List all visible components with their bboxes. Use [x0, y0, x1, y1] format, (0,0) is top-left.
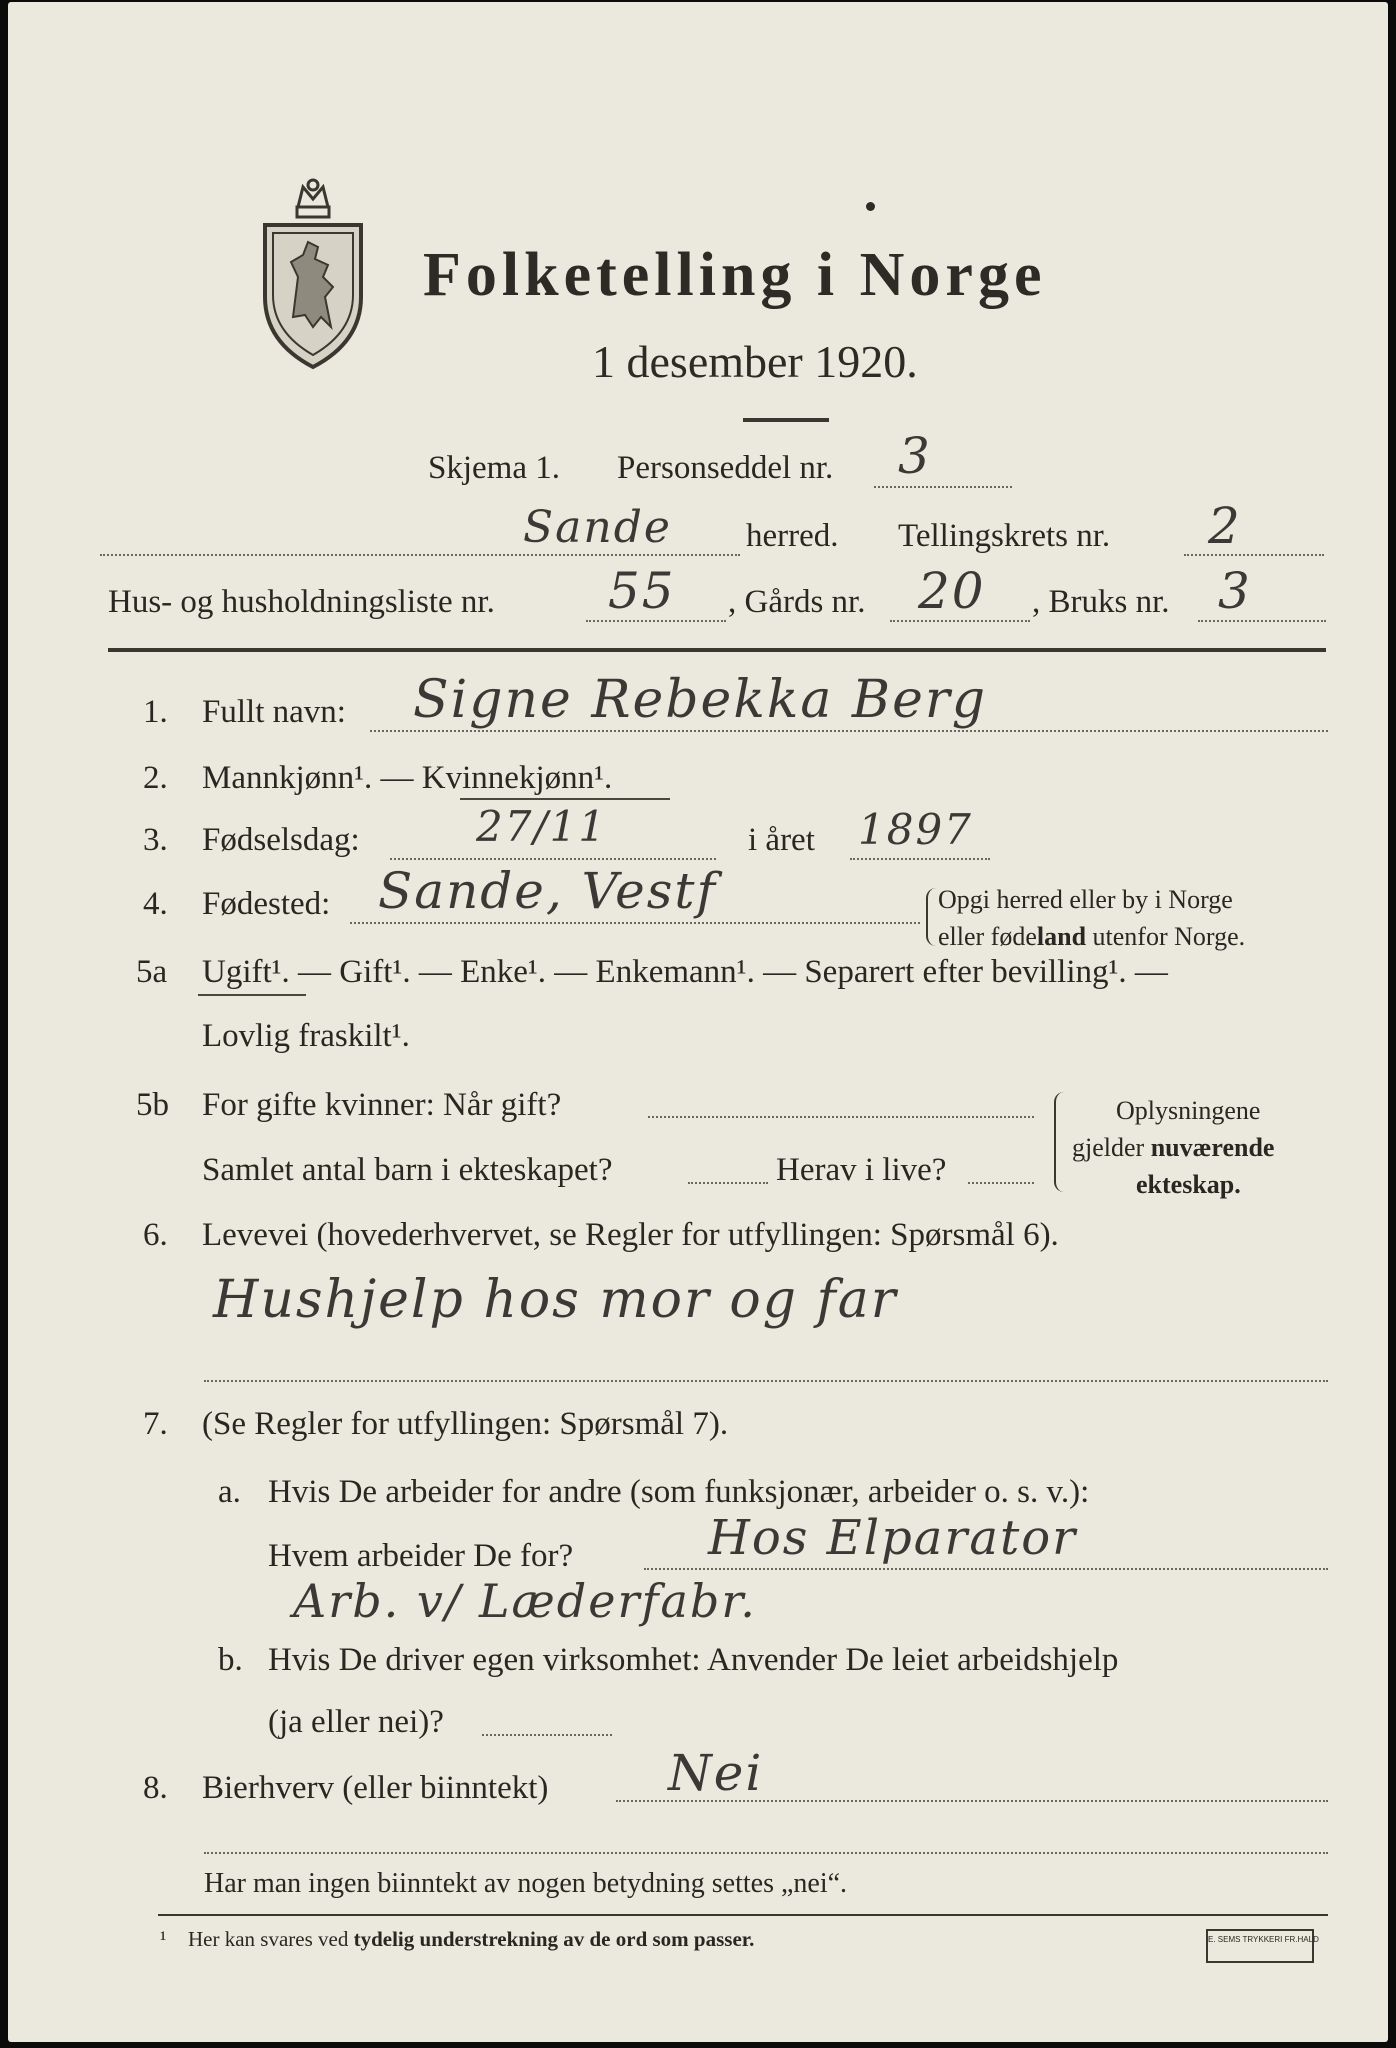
- form-title: Folketelling i Norge: [423, 241, 1047, 309]
- hus-value[interactable]: 55: [608, 562, 676, 620]
- herred-value[interactable]: Sande: [523, 502, 672, 553]
- q5b-note-3: ekteskap.: [1136, 1170, 1241, 1199]
- birthday-value[interactable]: 27/11: [476, 802, 608, 851]
- q7b-sub-label: (ja eller nei)?: [268, 1704, 444, 1740]
- footer-rule: [158, 1914, 1328, 1916]
- census-form: [8, 2, 1388, 2042]
- q5a-number: 5a: [136, 954, 168, 990]
- q7-label: (Se Regler for utfyllingen: Spørsmål 7).: [202, 1406, 729, 1442]
- form-date: 1 desember 1920.: [592, 336, 918, 387]
- q4-note-1: Opgi herred eller by i Norge: [938, 885, 1233, 914]
- printer-stamp: E. SEMS TRYKKERI FR.HALD: [1206, 1929, 1314, 1963]
- q4-number: 4.: [143, 886, 168, 922]
- herred-label: herred.: [746, 518, 839, 554]
- employer-value-2[interactable]: Arb. v/ Læderfabr.: [293, 1574, 757, 1628]
- q4-brace: [926, 888, 938, 946]
- q5b-note-2: gjelder nuværende: [1072, 1133, 1275, 1162]
- header-rule: [108, 648, 1326, 652]
- bruks-value[interactable]: 3: [1218, 562, 1252, 620]
- q4-label: Fødested:: [202, 886, 331, 922]
- coat-of-arms-icon: [253, 177, 373, 372]
- q2-number: 2.: [143, 760, 168, 796]
- hus-label: Hus- og husholdningsliste nr.: [108, 584, 495, 620]
- footer-note: Har man ingen biinntekt av nogen betydning settes „nei“.: [204, 1868, 848, 1899]
- q1-number: 1.: [143, 694, 168, 730]
- bruks-label: , Bruks nr.: [1032, 584, 1170, 620]
- q5a-underline: [198, 994, 306, 996]
- footnote-mark: ¹: [160, 1927, 167, 1951]
- q7b-number: b.: [218, 1642, 243, 1678]
- skjema-label: Skjema 1.: [428, 450, 560, 486]
- gards-label: , Gårds nr.: [728, 584, 866, 620]
- q5b-note-1: Oplysningene: [1116, 1096, 1261, 1125]
- side-income-value[interactable]: Nei: [668, 1744, 764, 1802]
- q8-number: 8.: [143, 1770, 168, 1806]
- q8-label: Bierhverv (eller biinntekt): [202, 1770, 549, 1806]
- q7a-who-label: Hvem arbeider De for?: [268, 1538, 574, 1574]
- title-divider: [743, 418, 829, 422]
- birthplace-value[interactable]: Sande, Vestf: [378, 862, 718, 920]
- q5a-options-2: Lovlig fraskilt¹.: [202, 1018, 410, 1054]
- footnote: Her kan svares ved tydelig understrekning av de ord som passer.: [188, 1927, 755, 1951]
- q1-label: Fullt navn:: [202, 694, 346, 730]
- full-name-value[interactable]: Signe Rebekka Berg: [413, 670, 988, 730]
- q2-label: Mannkjønn¹. — Kvinnekjønn¹.: [202, 760, 613, 796]
- q5b-children-label: Samlet antal barn i ekteskapet?: [202, 1152, 613, 1188]
- q5b-married-label: For gifte kvinner: Når gift?: [202, 1087, 562, 1123]
- personseddel-value[interactable]: 3: [898, 427, 932, 485]
- q3-label: Fødselsdag:: [202, 822, 360, 858]
- occupation-value[interactable]: Hushjelp hos mor og far: [213, 1270, 898, 1330]
- tellingskrets-value[interactable]: 2: [1208, 497, 1242, 555]
- q7a-number: a.: [218, 1474, 241, 1510]
- q6-number: 6.: [143, 1217, 168, 1253]
- q7-number: 7.: [143, 1406, 168, 1442]
- q5b-brace: [1054, 1092, 1068, 1192]
- year-label: i året: [748, 822, 815, 858]
- personseddel-label: Personseddel nr.: [617, 450, 834, 486]
- q3-number: 3.: [143, 822, 168, 858]
- q5b-number: 5b: [136, 1087, 169, 1123]
- gards-value[interactable]: 20: [918, 562, 986, 620]
- q6-label: Levevei (hovederhvervet, se Regler for utfyllingen: Spørsmål 6).: [202, 1217, 1059, 1253]
- employer-value[interactable]: Hos Elparator: [708, 1510, 1078, 1566]
- q5a-options: Ugift¹. — Gift¹. — Enke¹. — Enkemann¹. — Separert efter bevilling¹. —: [202, 954, 1168, 990]
- tellingskrets-label: Tellingskrets nr.: [898, 518, 1111, 554]
- q5b-alive-label: Herav i live?: [776, 1152, 947, 1188]
- birth-year-value[interactable]: 1897: [858, 805, 973, 854]
- q7a-label: Hvis De arbeider for andre (som funksjonær, arbeider o. s. v.):: [268, 1474, 1090, 1510]
- ink-dot: [866, 202, 875, 211]
- q4-note-2: eller fødeland utenfor Norge.: [938, 922, 1246, 951]
- q2-underline: [460, 798, 670, 800]
- q7b-label: Hvis De driver egen virksomhet: Anvender De leiet arbeidshjelp: [268, 1642, 1119, 1678]
